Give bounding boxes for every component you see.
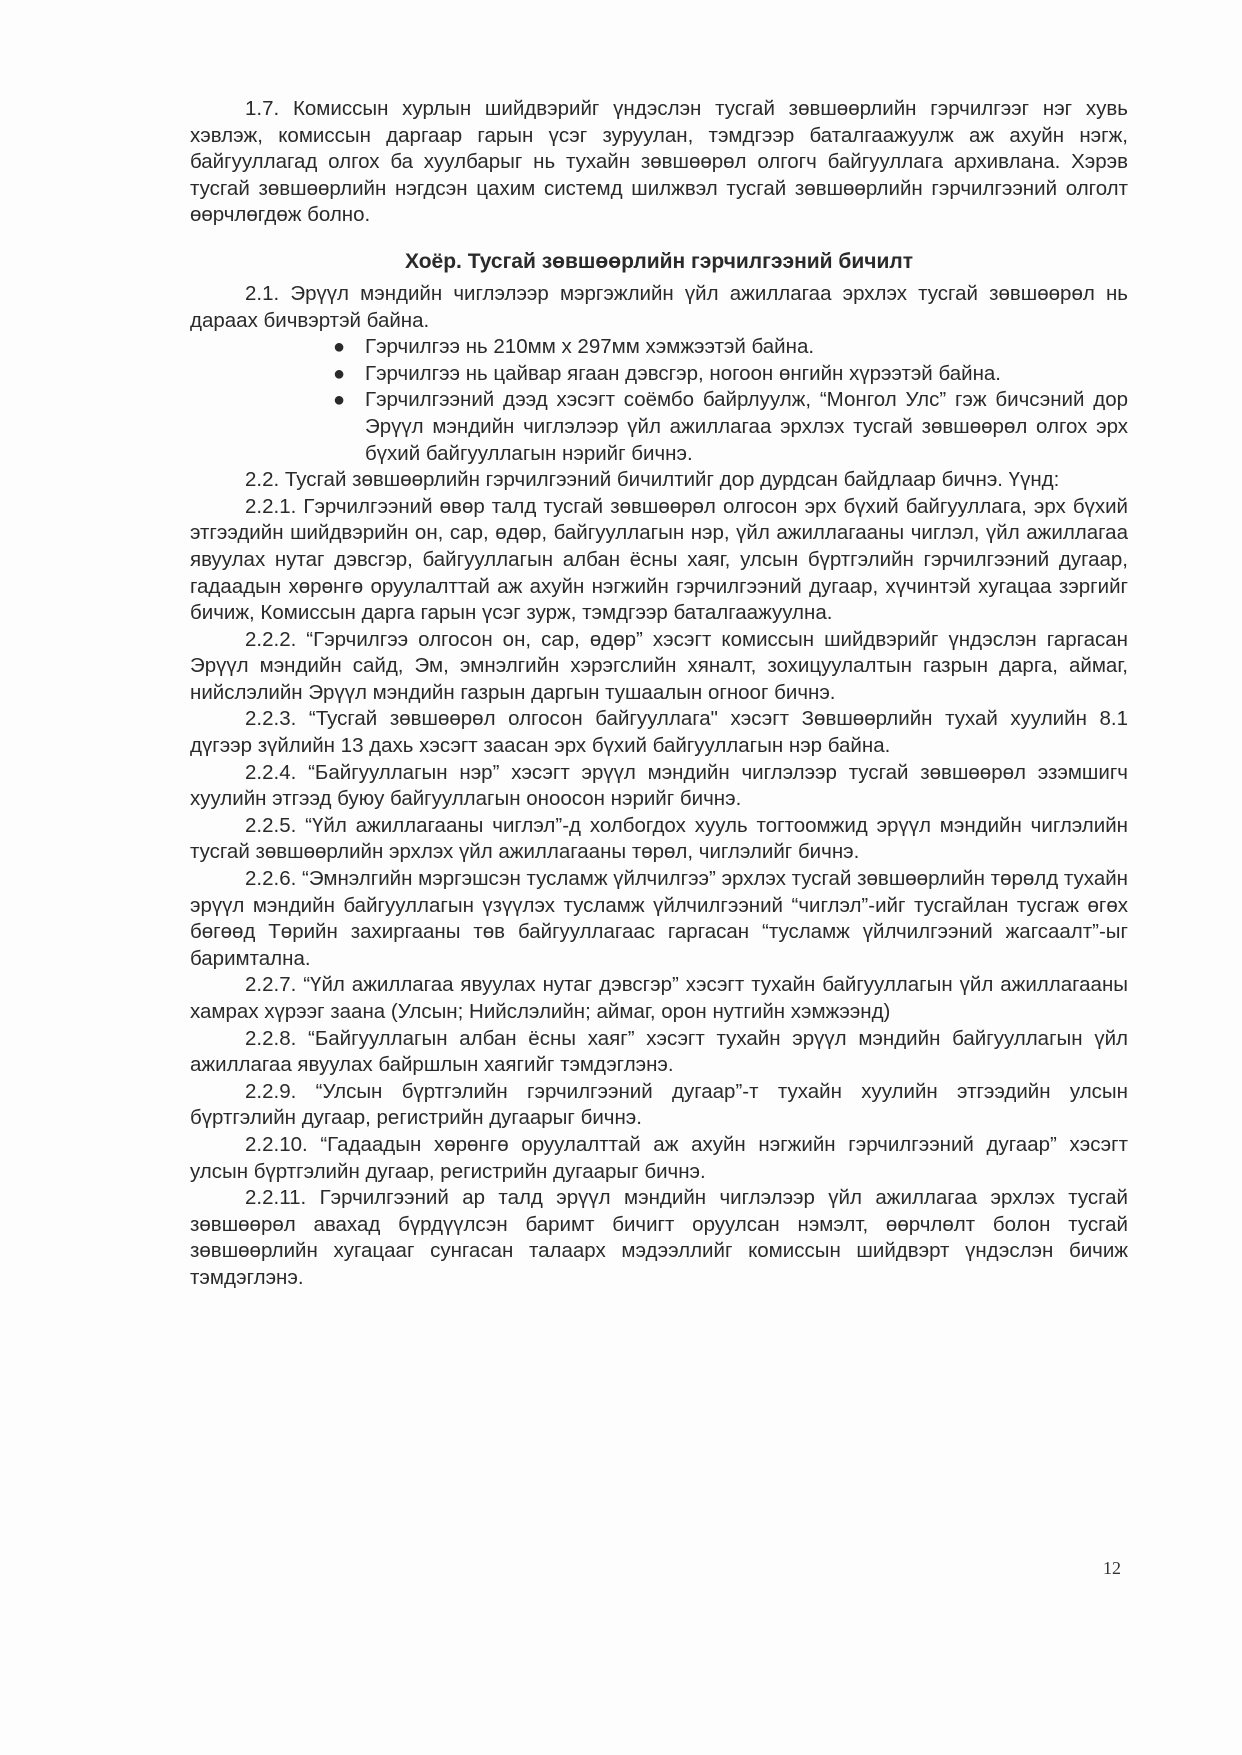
paragraph-2-2-3: 2.2.3. “Тусгай зөвшөөрөл олгосон байгууллага" хэсэгт Зөвшөөрлийн тухай хуулийн 8.1 дүгээр зүйлийн 13 дахь хэсэгт заасан эрх бүхий байгууллагын нэр байна. (190, 707, 1128, 758)
paragraph-2-2: 2.2. Тусгай зөвшөөрлийн гэрчилгээний бичилтийг дор дурдсан байдлаар бичнэ. Үүнд: (245, 468, 1060, 492)
bullet-text: Гэрчилгээ нь 210мм х 297мм хэмжээтэй байна. (365, 335, 815, 359)
paragraph-2-2-8: 2.2.8. “Байгууллагын албан ёсны хаяг” хэсэгт тухайн эрүүл мэндийн байгууллагын үйл ажиллагаа явуулах байршлын хаягийг тэмдэглэнэ. (190, 1026, 1128, 1077)
document-body (190, 96, 1128, 1292)
bullet-text: Гэрчилгээний дээд хэсэгт соёмбо байрлуулж, “Монгол Улс” гэж бичсэний дор Эрүүл мэндийн чиглэлээр үйл ажиллагаа эрхлэх тусгай зөвшөөрөл олгох эрх бүхий байгууллагын нэрийг бичнэ. (365, 388, 1128, 465)
paragraph-2-1: 2.1. Эрүүл мэндийн чиглэлээр мэргэжлийн үйл ажиллагаа эрхлэх тусгай зөвшөөрөл нь дараах бичвэртэй байна. (190, 281, 1128, 332)
paragraph-1-7: 1.7. Комиссын хурлын шийдвэрийг үндэслэн тусгай зөвшөөрлийн гэрчилгээг нэг хувь хэвлэж, комиссын даргаар гарын үсэг зуруулан, тэмдгээр баталгаажуулж аж ахуйн нэгж, байгууллагад олгох ба хуулбарыг нь тухайн зөвшөөрөл олгогч байгууллага архивлана. Хэрэв тусгай зөвшөөрлийн нэгдсэн цахим системд шилжвэл тусгай зөвшөөрлийн гэрчилгээний олголт өөрчлөгдөж болно. (190, 97, 1128, 227)
bullet-icon: ● (333, 362, 346, 385)
paragraph-2-2-10: 2.2.10. “Гадаадын хөрөнгө оруулалттай аж ахуйн нэгжийн гэрчилгээний дугаар” хэсэгт улсын бүртгэлийн дугаар, регистрийн дугаарыг бичнэ. (190, 1132, 1128, 1183)
page-number: 12 (1103, 1558, 1121, 1578)
bullet-icon: ● (333, 389, 346, 412)
bullet-item (333, 361, 1128, 388)
paragraph-2-2-1: 2.2.1. Гэрчилгээний өвөр талд тусгай зөвшөөрөл олгосон эрх бүхий байгууллага, эрх бүхий этгээдийн шийдвэрийн он, сар, өдөр, байгууллагын нэр, үйл ажиллагааны чиглэл, үйл ажиллагаа явуулах нутаг дэвсгэр, байгууллагын албан ёсны хаяг, улсын бүртгэлийн гэрчилгээний дугаар, гадаадын хөрөнгө оруулалттай аж ахуйн нэгжийн гэрчилгээний дугаар, хүчинтэй хугацаа зэргийг бичиж, Комиссын дарга гарын үсэг зурж, тэмдгээр баталгаажуулна. (190, 494, 1128, 625)
paragraph-2-2-6: 2.2.6. “Эмнэлгийн мэргэшсэн тусламж үйлчилгээ” эрхлэх тусгай зөвшөөрлийн төрөлд тухайн эрүүл мэндийн байгууллагын үзүүлэх тусламж үйлчилгээний “чиглэл”-ийг тусгайлан тусгаж өгөх бөгөөд Төрийн захиргааны төв байгууллагаас гаргасан “тусламж үйлчилгээний жагсаалт”-ыг баримтална. (190, 867, 1128, 970)
paragraph-2-2-11: 2.2.11. Гэрчилгээний ар талд эрүүл мэндийн чиглэлээр үйл ажиллагаа эрхлэх тусгай зөвшөөрөл авахад бүрдүүлсэн баримт бичигт оруулсан нэмэлт, өөрчлөлт болон тусгай зөвшөөрлийн хугацааг сунгасан талаарх мэдээллийг комиссын шийдвэрт үндэслэн бичиж тэмдэглэнэ. (190, 1186, 1128, 1289)
section-heading: Хоёр. Тусгай зөвшөөрлийн гэрчилгээний бичилт (404, 249, 914, 273)
bullet-item (333, 334, 1128, 361)
paragraph-2-2-9: 2.2.9. “Улсын бүртгэлийн гэрчилгээний дугаар”-т тухайн хуулийн этгээдийн улсын бүртгэлийн дугаар, регистрийн дугаарыг бичнэ. (190, 1079, 1128, 1130)
bullet-text: Гэрчилгээ нь цайвар ягаан дэвсгэр, ногоон өнгийн хүрээтэй байна. (365, 361, 1001, 385)
bullet-icon: ● (333, 336, 346, 359)
paragraph-2-2-5: 2.2.5. “Үйл ажиллагааны чиглэл”-д холбогдох хууль тогтоомжид эрүүл мэндийн чиглэлийн тусгай зөвшөөрлийн эрхлэх үйл ажиллагааны төрөл, чиглэлийг бичнэ. (190, 813, 1128, 864)
paragraph-2-2-4: 2.2.4. “Байгууллагын нэр” хэсэгт эрүүл мэндийн чиглэлээр тусгай зөвшөөрөл эзэмшигч хуулийн этгээд буюу байгууллагын оноосон нэрийг бичнэ. (190, 760, 1128, 811)
paragraph-2-2-7: 2.2.7. “Үйл ажиллагаа явуулах нутаг дэвсгэр” хэсэгт тухайн байгууллагын үйл ажиллагааны хамрах хүрээг заана (Улсын; Нийслэлийн; аймаг, орон нутгийн хэмжээнд) (190, 973, 1128, 1023)
bullet-item (333, 387, 1128, 467)
bullet-list (190, 334, 1128, 467)
paragraph-2-2-2: 2.2.2. “Гэрчилгээ олгосон он, сар, өдөр” хэсэгт комиссын шийдвэрийг үндэслэн гаргасан Эрүүл мэндийн сайд, Эм, эмнэлгийн хэрэгслийн хяналт, зохицуулалтын газрын дарга, аймаг, нийслэлийн Эрүүл мэндийн газрын даргын тушаалын огноог бичнэ. (190, 627, 1128, 704)
